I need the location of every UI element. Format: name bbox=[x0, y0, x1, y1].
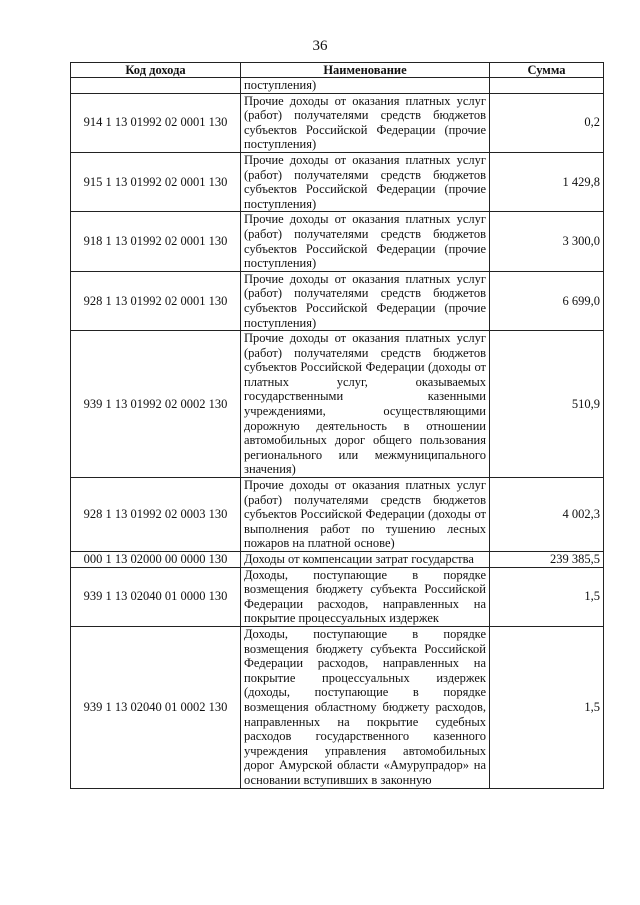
header-name: Наименование bbox=[241, 63, 490, 78]
cell-sum: 1,5 bbox=[490, 626, 604, 788]
cell-name: поступления) bbox=[241, 78, 490, 94]
cell-sum: 510,9 bbox=[490, 331, 604, 478]
cell-sum: 3 300,0 bbox=[490, 212, 604, 271]
cell-code: 928 1 13 01992 02 0003 130 bbox=[71, 478, 241, 552]
cell-name: Прочие доходы от оказания платных услуг (работ) получателями средств бюджетов субъектов Российской Федерации (доходы от платных услуг, оказываемых государственными казенными учреждениями, осуществляющими дорожную деятельность в отношении автомобильных дорог общего пользования регионального или межмуниципального значения) bbox=[241, 331, 490, 478]
cell-name: Прочие доходы от оказания платных услуг (работ) получателями средств бюджетов субъектов Российской Федерации (прочие поступления) bbox=[241, 152, 490, 211]
table-row bbox=[71, 271, 604, 330]
cell-code: 915 1 13 01992 02 0001 130 bbox=[71, 152, 241, 211]
cell-code: 000 1 13 02000 00 0000 130 bbox=[71, 552, 241, 568]
cell-name: Прочие доходы от оказания платных услуг (работ) получателями средств бюджетов субъектов Российской Федерации (прочие поступления) bbox=[241, 271, 490, 330]
table-row bbox=[71, 478, 604, 552]
cell-code: 939 1 13 02040 01 0000 130 bbox=[71, 567, 241, 626]
table-row bbox=[71, 212, 604, 271]
cell-sum bbox=[490, 78, 604, 94]
table-row bbox=[71, 552, 604, 568]
table-row bbox=[71, 152, 604, 211]
header-sum: Сумма bbox=[490, 63, 604, 78]
page-number: 36 bbox=[312, 38, 328, 54]
table-row bbox=[71, 331, 604, 478]
cell-sum: 0,2 bbox=[490, 93, 604, 152]
header-code: Код дохода bbox=[71, 63, 241, 78]
cell-name: Прочие доходы от оказания платных услуг (работ) получателями средств бюджетов субъектов Российской Федерации (прочие поступления) bbox=[241, 212, 490, 271]
table-row bbox=[71, 93, 604, 152]
cell-sum: 6 699,0 bbox=[490, 271, 604, 330]
cell-code: 939 1 13 02040 01 0002 130 bbox=[71, 626, 241, 788]
table-header-row bbox=[71, 63, 604, 78]
cell-name: Прочие доходы от оказания платных услуг (работ) получателями средств бюджетов субъектов Российской Федерации (доходы от выполнения работ по тушению лесных пожаров на платной основе) bbox=[241, 478, 490, 552]
table-row-continuation bbox=[71, 78, 604, 94]
cell-code: 939 1 13 01992 02 0002 130 bbox=[71, 331, 241, 478]
cell-code: 918 1 13 01992 02 0001 130 bbox=[71, 212, 241, 271]
cell-code: 928 1 13 01992 02 0001 130 bbox=[71, 271, 241, 330]
cell-sum: 239 385,5 bbox=[490, 552, 604, 568]
income-table bbox=[70, 62, 604, 789]
cell-code: 914 1 13 01992 02 0001 130 bbox=[71, 93, 241, 152]
cell-name: Прочие доходы от оказания платных услуг (работ) получателями средств бюджетов субъектов Российской Федерации (прочие поступления) bbox=[241, 93, 490, 152]
cell-sum: 1,5 bbox=[490, 567, 604, 626]
cell-name: Доходы от компенсации затрат государства bbox=[241, 552, 490, 568]
table-row bbox=[71, 626, 604, 788]
cell-code bbox=[71, 78, 241, 94]
cell-name: Доходы, поступающие в порядке возмещения бюджету субъекта Российской Федерации расходов, направленных на покрытие процессуальных издержек (доходы, поступающие в порядке возмещения областному бюджету расходов, направленных на покрытие судебных расходов государственного казенного учреждения управления автомобильных дорог Амурской области «Амурупрадор» на основании вступивших в законную bbox=[241, 626, 490, 788]
cell-name: Доходы, поступающие в порядке возмещения бюджету субъекта Российской Федерации расходов, направленных на покрытие процессуальных издержек bbox=[241, 567, 490, 626]
cell-sum: 4 002,3 bbox=[490, 478, 604, 552]
table-row bbox=[71, 567, 604, 626]
cell-sum: 1 429,8 bbox=[490, 152, 604, 211]
